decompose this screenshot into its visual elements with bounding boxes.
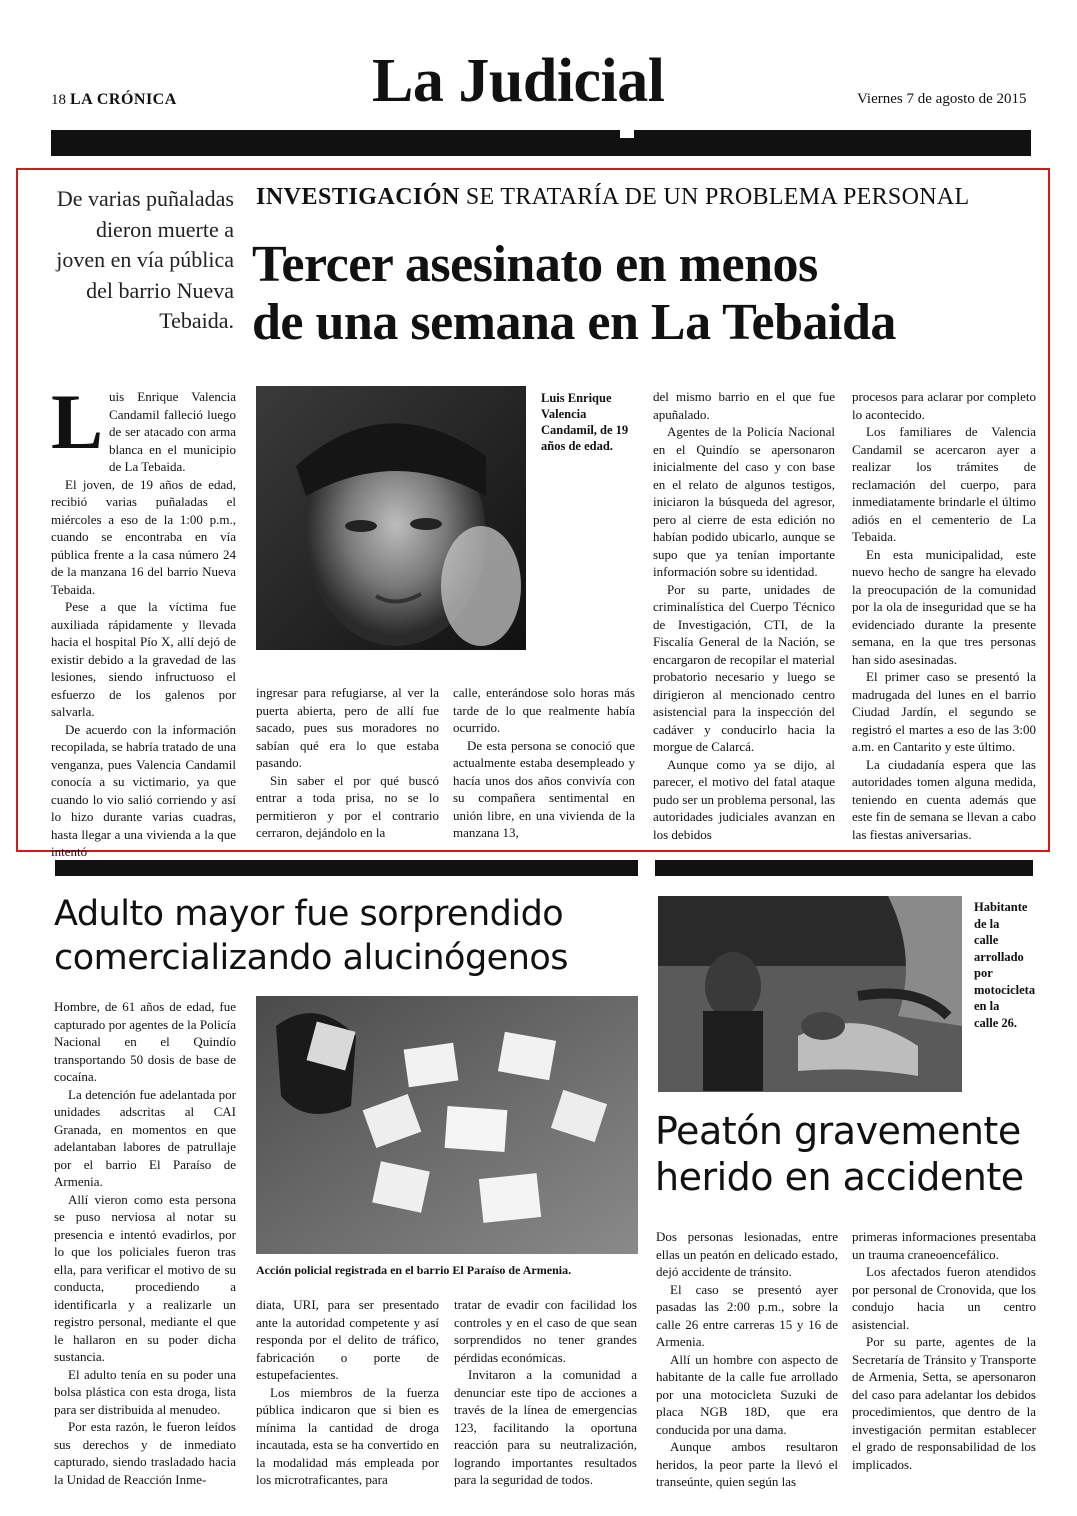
main-col5-para: La ciudadanía espera que las autoridades tomen alguna medida, teniendo en cuenta además que este fin de semana se llevan a cabo las fiestas aniversarias. <box>852 756 1036 842</box>
main-col-4 <box>653 388 835 843</box>
story2-headline-line1: Adulto mayor fue sorprendido <box>54 894 564 934</box>
victim-photo <box>256 386 526 650</box>
story2-para: El adulto tenía en su poder una bolsa plástica con esta droga, lista para ser distribuida al menudeo. <box>54 1366 236 1417</box>
story3-col-2 <box>852 1228 1036 1473</box>
story3-headline <box>655 1108 1035 1200</box>
story3-para: Allí un hombre con aspecto de habitante de la calle fue arrollado por una motocicleta Suzuki de placa NGB 18D, que era conducida por una dama. <box>656 1351 838 1437</box>
header-rule <box>51 130 1031 156</box>
edition-date: Viernes 7 de agosto de 2015 <box>857 91 1027 107</box>
story2-headline <box>54 892 644 980</box>
drop-cap: L <box>51 378 104 465</box>
main-col-5 <box>852 388 1036 843</box>
drugs-photo <box>256 996 638 1254</box>
drugs-photo-caption: Acción policial registrada en el barrio El Paraíso de Armenia. <box>256 1263 572 1277</box>
kicker-label: INVESTIGACIÓN <box>256 184 460 210</box>
main-headline <box>252 236 1042 352</box>
main-headline-line1: Tercer asesinato en menos <box>252 236 818 293</box>
main-col5-para: En esta municipalidad, este nuevo hecho de sangre ha elevado la preocupación de la comunidad por la ola de inseguridad que se ha evidenciado durante la presente semana, en la que tres personas han sido asesinadas. <box>852 546 1036 667</box>
story3-col-1 <box>656 1228 838 1491</box>
main-col2-para: Sin saber el por qué buscó entrar a toda prisa, no se lo permitieron y por el contrario cerraron, dejándolo en la <box>256 772 439 840</box>
story2-col-1 <box>54 998 236 1488</box>
main-col3-para: De esta persona se conoció que actualmente estaba desempleado y hacía unos dos años convivía con su compañera sentimental en unión libre, en una vivienda de la manzana 13, <box>453 737 635 840</box>
main-col5-para: procesos para aclarar por completo lo acontecido. <box>852 389 1036 422</box>
header-rule-notch <box>620 128 634 138</box>
kicker-subtitle: SE TRATARÍA DE UN PROBLEMA PERSONAL <box>465 184 970 210</box>
story3-headline-line1: Peatón gravemente <box>655 1109 1021 1153</box>
story2-para: Los miembros de la fuerza pública indicaron que si bien es mínima la cantidad de droga incautada, esta se ha convertido en la modalidad más empleada por los microtraficantes, para <box>256 1384 439 1487</box>
story3-para: Por su parte, agentes de la Secretaría de Tránsito y Transporte de Armenia, Setta, se apersonaron del caso para adelantar los debidos procedimientos, que dentro de la investigación permitan establecer el grado de responsabilidad de los implicados. <box>852 1334 1036 1472</box>
story3-para: Dos personas lesionadas, entre ellas un peatón en delicado estado, dejó accidente de tránsito. <box>656 1229 838 1279</box>
accident-photo <box>658 896 962 1092</box>
main-col4-para: del mismo barrio en el que fue apuñalado. <box>653 389 835 422</box>
victim-photo-caption: Luis Enrique Valencia Candamil, de 19 años de edad. <box>541 391 629 453</box>
story2-para: tratar de evadir con facilidad los controles y en el caso de que sean sorprendidos no tener grandes pérdidas económicas. <box>454 1297 637 1365</box>
main-col2-para: ingresar para refugiarse, al ver la puerta abierta, pero de allí fue sacado, pues sus moradores no sabían qué era lo que estaba pasando. <box>256 685 439 770</box>
accident-photo-caption: Habitante de la calle arrollado por motocicleta en la calle 26. <box>974 900 1036 1030</box>
story3-rule <box>655 860 1033 876</box>
main-col1-lead: uis Enrique Valencia Candamil falleció luego de ser atacado con arma blanca en el municipio de La Tebaida. <box>109 389 236 474</box>
story2-para: diata, URI, para ser presentado ante la autoridad competente y así responda por el delito de tráfico, fabricación o porte de estupefacientes. <box>256 1297 439 1382</box>
main-col-1 <box>51 378 236 861</box>
main-col5-para: Los familiares de Valencia Candamil se acercaron ayer a realizar los trámites de reclamación del cuerpo, para inmediatamente brindarle el último adiós en el cementerio de La Tebaida. <box>852 424 1036 544</box>
main-headline-line2: de una semana en La Tebaida <box>252 294 896 351</box>
story3-para: El caso se presentó ayer pasadas las 2:00 p.m., sobre la calle 26 entre carreras 15 y 16 de Armenia. <box>656 1281 838 1349</box>
main-col1-para: El joven, de 19 años de edad, recibió varias puñaladas el miércoles a eso de la 1:00 p.m., cuando se encontraba en vía pública frente a la casa número 24 de la manzana 16 del barrio Nueva Tebaida. <box>51 476 236 597</box>
story2-para: Por esta razón, le fueron leídos sus derechos y de inmediato capturado, siendo trasladado hacia la Unidad de Reacción Inme- <box>54 1419 236 1487</box>
story2-para: Invitaron a la comunidad a denunciar este tipo de acciones a través de la línea de emergencias 123, facilitando la oportuna reacción para su neutralización, logrando importantes resultados para la seguridad de todos. <box>454 1367 637 1487</box>
story2-para: Allí vieron como esta persona se puso nerviosa al notar su presencia e intentó evadirlos, por lo que los policiales fueron tras ella, para verificar el motivo de su conducta, procediendo a identificarla y a realizarle un registro personal, mediante el que le hallaron en su poder dicha sustancia. <box>54 1191 236 1364</box>
story3-para: primeras informaciones presentaba un trauma craneoencefálico. <box>852 1229 1036 1262</box>
story2-headline-line2: comercializando alucinógenos <box>54 938 569 978</box>
page-number: 18 <box>51 92 66 108</box>
story2-para: Hombre, de 61 años de edad, fue capturado por agentes de la Policía Nacional en el Quindío transportando 50 dosis de base de cocaína. <box>54 999 236 1084</box>
story2-col-2 <box>256 1296 439 1489</box>
story3-headline-line2: herido en accidente <box>655 1155 1024 1199</box>
main-col-3 <box>453 684 635 842</box>
story2-col-3 <box>454 1296 637 1489</box>
story2-para: La detención fue adelantada por unidades adscritas al CAI Granada, en momentos en que adelantaban labores de patrullaje por el barrio El Paraíso de Armenia. <box>54 1086 236 1189</box>
main-col5-para: El primer caso se presentó la madrugada del lunes en el barrio Ciudad Jardín, el segundo se registró el martes a eso de las 3:00 a.m. en Cantarito y este último. <box>852 669 1036 754</box>
main-col1-para: De acuerdo con la información recopilada, se habría tratado de una venganza, pues Valencia Candamil conocía a su victimario, ya que cuando lo vio salió corriendo y así lo hizo durante varias cuadras, hasta llegar a una vivienda a la que intentó <box>51 721 236 859</box>
main-col4-para: Por su parte, unidades de criminalística del Cuerpo Técnico de Investigación, CTI, de la Fiscalía General de la Nación, se encargaron de recopilar el material probatorio necesario y luego se dirigieron al mencionado centro asistencial para la inspección del cadáver y conducirlo hacia la morgue de Calarcá. <box>653 581 835 754</box>
main-col4-para: Agentes de la Policía Nacional en el Quindío se apersonaron inicialmente del caso y con base en el relato de algunos testigos, iniciaron la búsqueda del agresor, pero al cierre de esta edición no habían podido ubicarlo, aunque se supo que ya tenían importante información sobre su identidad. <box>653 424 835 579</box>
sidebar-summary: De varias puñaladas dieron muerte a joven en vía pública del barrio Nueva Tebaida. <box>56 186 234 333</box>
main-col3-para: calle, enterándose solo horas más tarde de lo que realmente había ocurrido. <box>453 685 635 735</box>
main-col-2 <box>256 684 439 842</box>
section-title: La Judicial <box>372 47 665 115</box>
story3-para: Aunque ambos resultaron heridos, la peor parte la llevó el transeúnte, quien según las <box>656 1439 838 1489</box>
publication-name: LA CRÓNICA <box>70 91 177 108</box>
main-col4-para: Aunque como ya se dijo, al parecer, el motivo del fatal ataque pudo ser un problema personal, las autoridades judiciales avanzan en los debidos <box>653 756 835 842</box>
main-col1-para: Pese a que la víctima fue auxiliada rápidamente y llevada hacia el hospital Pío X, allí dejó de existir debido a la gravedad de las lesiones, siendo infructuoso el esfuerzo de los galenos por salvarla. <box>51 599 236 719</box>
story2-rule <box>55 860 638 876</box>
kicker <box>256 184 969 211</box>
story3-para: Los afectados fueron atendidos por personal de Cronovida, que los condujo hacia un centro asistencial. <box>852 1264 1036 1332</box>
